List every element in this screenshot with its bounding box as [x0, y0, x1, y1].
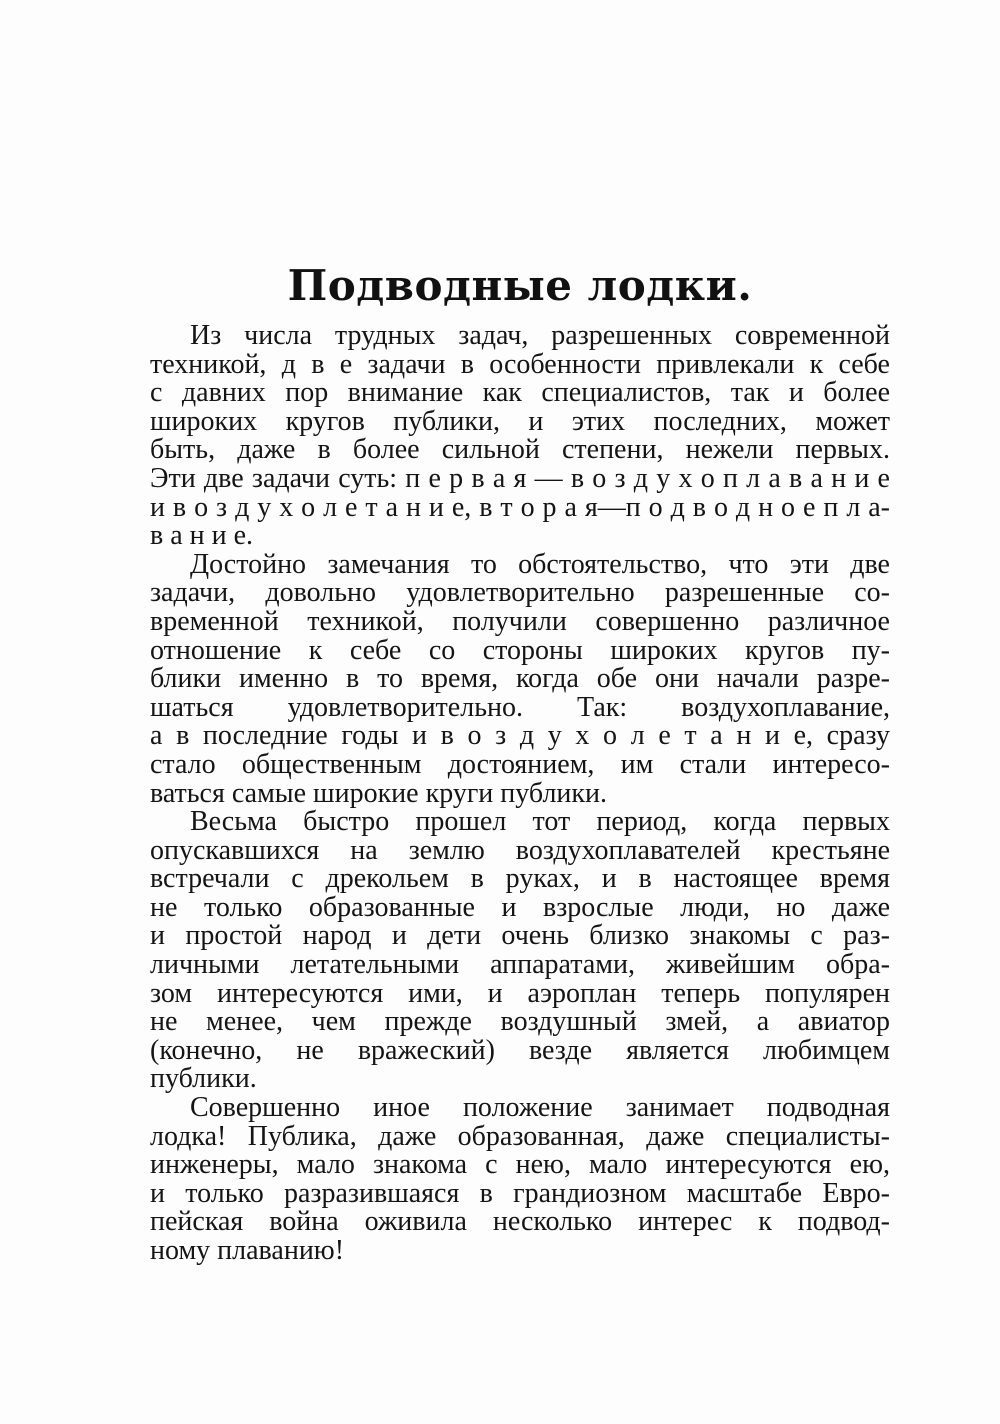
paragraph-1	[150, 322, 890, 551]
text-line: стало общественным достоянием, им стали интересо-	[150, 748, 890, 780]
text-line: широких кругов публики, и этих последних, может	[150, 405, 890, 437]
text-line: лодка! Публика, даже образованная, даже специалисты-	[150, 1120, 890, 1152]
text-line: Из числа трудных задач, разрешенных современной	[190, 320, 890, 351]
text-line: и только разразившаяся в грандиозном масштабе Евро-	[150, 1177, 890, 1209]
page-title: Подводные лодки.	[287, 261, 753, 310]
text-line: отношение к себе со стороны широких кругов пу-	[150, 634, 890, 666]
paragraph-2	[150, 548, 890, 809]
text-line: Эти две задачи суть: п е р в а я — в о з д у х о п л а в а н и е	[150, 462, 890, 494]
text-line: пейская война оживила несколько интерес к подвод-	[150, 1206, 890, 1238]
text-line: встречали с дрекольем в руках, и в настоящее время	[150, 863, 890, 895]
text-line: инженеры, мало знакома с нею, мало интересуются ею,	[150, 1149, 890, 1181]
paragraph-3	[150, 808, 890, 1094]
text-line: техникой, д в е задачи в особенности привлекали к себе	[150, 348, 890, 380]
text-line: опускавшихся на землю воздухоплавателей крестьяне	[150, 834, 890, 866]
text-line: с давних пор внимание как специалистов, так и более	[150, 377, 890, 409]
text-line: блики именно в то время, когда обе они начали разре-	[150, 663, 890, 695]
text-line: Достойно замечания то обстоятельство, что эти две	[190, 548, 890, 580]
text-line: ваться самые широкие круги публики.	[150, 777, 607, 809]
text-line: (конечно, не вражеский) везде является любимцем	[150, 1034, 890, 1066]
text-line: задачи, довольно удовлетворительно разрешенные со-	[150, 577, 890, 609]
text-line: быть, даже в более сильной степени, нежели первых.	[150, 434, 890, 466]
text-line: не менее, чем прежде воздушный змей, а авиатор	[150, 1006, 890, 1038]
text-line: зом интересуются ими, и аэроплан теперь популярен	[150, 977, 890, 1009]
paragraph-4	[150, 1094, 890, 1266]
body-text	[150, 322, 890, 1266]
text-line: ному плаванию!	[150, 1235, 345, 1266]
text-line: не только образованные и взрослые люди, но даже	[150, 891, 890, 923]
text-line: личными летательными аппаратами, живейшим обра-	[150, 949, 890, 981]
text-line: публики.	[150, 1063, 257, 1095]
text-line: а в последние годы и в о з д у х о л е т а н и е, сразу	[150, 720, 890, 752]
text-line: в а н и е.	[150, 520, 254, 552]
text-line: временной техникой, получили совершенно различное	[150, 605, 890, 637]
text-line: Совершенно иное положение занимает подводная	[190, 1092, 890, 1124]
text-line: и в о з д у х о л е т а н и е, в т о р а я—п о д в о д н о е п л а-	[150, 491, 890, 523]
text-line: и простой народ и дети очень близко знакомы с раз-	[150, 920, 890, 952]
text-line: шаться удовлетворительно. Так: воздухоплавание,	[150, 691, 890, 723]
text-line: Весьма быстро прошел тот период, когда первых	[190, 806, 890, 838]
